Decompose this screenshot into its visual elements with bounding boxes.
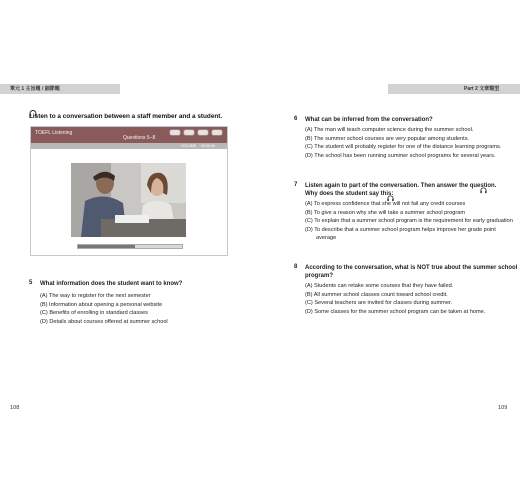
question-8-line-1: According to the conversation, what is NOT true about the summer school <box>305 265 518 271</box>
option[interactable]: (C) Several teachers are invited for classes during summer. <box>305 300 453 307</box>
question-8-line-2: program? <box>305 273 334 279</box>
option[interactable]: (B) All summer school classes count toward school credit. <box>305 291 448 298</box>
question-7-number: 7 <box>294 182 298 188</box>
option[interactable]: (B) The summer school courses are very popular among students. <box>305 135 470 142</box>
option[interactable]: (A) The man will teach computer science during the summer school. <box>305 127 474 133</box>
right-header-tag: Part 2 文章類型 <box>464 86 500 92</box>
question-8-number: 8 <box>294 264 298 270</box>
option[interactable]: (D) To describe that a summer school program helps improve her grade point <box>305 226 496 233</box>
left-header-band <box>0 84 120 94</box>
left-page-number: 108 <box>10 405 20 411</box>
listening-instruction: Listen to a conversation between a staff member and a student. <box>29 113 223 120</box>
question-5-options <box>40 292 168 326</box>
player-button-1[interactable] <box>169 129 181 136</box>
option[interactable]: (B) Information about opening a personal website <box>40 301 163 308</box>
option[interactable]: (D) Some classes for the summer school program can be taken at home. <box>305 308 486 315</box>
option[interactable]: (C) To explain that a summer school program is the requirement for early graduation <box>305 218 513 225</box>
option[interactable]: (A) Students can retake some courses that they have failed. <box>305 283 454 289</box>
question-5-number: 5 <box>29 280 33 286</box>
player-title: TOEFL Listening <box>35 130 73 136</box>
player-header <box>31 127 227 143</box>
audio-progress-fill <box>78 245 135 248</box>
right-page-number: 109 <box>498 405 508 411</box>
player-button-4[interactable] <box>211 129 223 136</box>
question-8-options <box>305 282 485 316</box>
option-continuation: average <box>316 235 337 242</box>
question-5-text: What information does the student want to know? <box>40 281 183 287</box>
option[interactable]: (B) To give a reason why she will take a summer school program <box>305 209 466 216</box>
option[interactable]: (A) To express confidence that she will not fail any credit courses <box>305 201 466 207</box>
audio-progress-bar[interactable] <box>77 244 183 249</box>
question-6-number: 6 <box>294 116 298 122</box>
player-button-3[interactable] <box>197 129 209 136</box>
question-7-line-1: Listen again to part of the conversation. Then answer the question. <box>305 183 497 189</box>
listening-player <box>30 126 228 256</box>
volume-label: VOLUME <box>181 143 197 148</box>
player-button-2[interactable] <box>183 129 195 136</box>
headphones-icon <box>480 181 487 199</box>
question-7-line-2: Why does the student say this: <box>305 191 394 197</box>
option[interactable]: (A) The way to register for the next semester <box>40 293 151 299</box>
conversation-photo <box>71 163 186 237</box>
time-readout: 00:00:46 <box>201 143 215 148</box>
question-counter: Questions 5–8 <box>123 135 156 141</box>
question-6-options <box>305 126 501 160</box>
player-status-bar <box>31 143 227 149</box>
question-6-text: What can be inferred from the conversation? <box>305 117 433 123</box>
option[interactable]: (D) The school has been running summer school programs for several years. <box>305 152 496 159</box>
option[interactable]: (C) The student will probably register for one of the distance learning programs. <box>305 144 502 151</box>
right-header-band <box>388 84 520 94</box>
question-7-options <box>305 200 513 243</box>
option[interactable]: (C) Benefits of enrolling in standard classes <box>40 310 148 317</box>
option[interactable]: (D) Details about courses offered at summer school <box>40 318 168 325</box>
left-header-tag: 單元 1 主旨題 / 細節題 <box>10 86 60 92</box>
